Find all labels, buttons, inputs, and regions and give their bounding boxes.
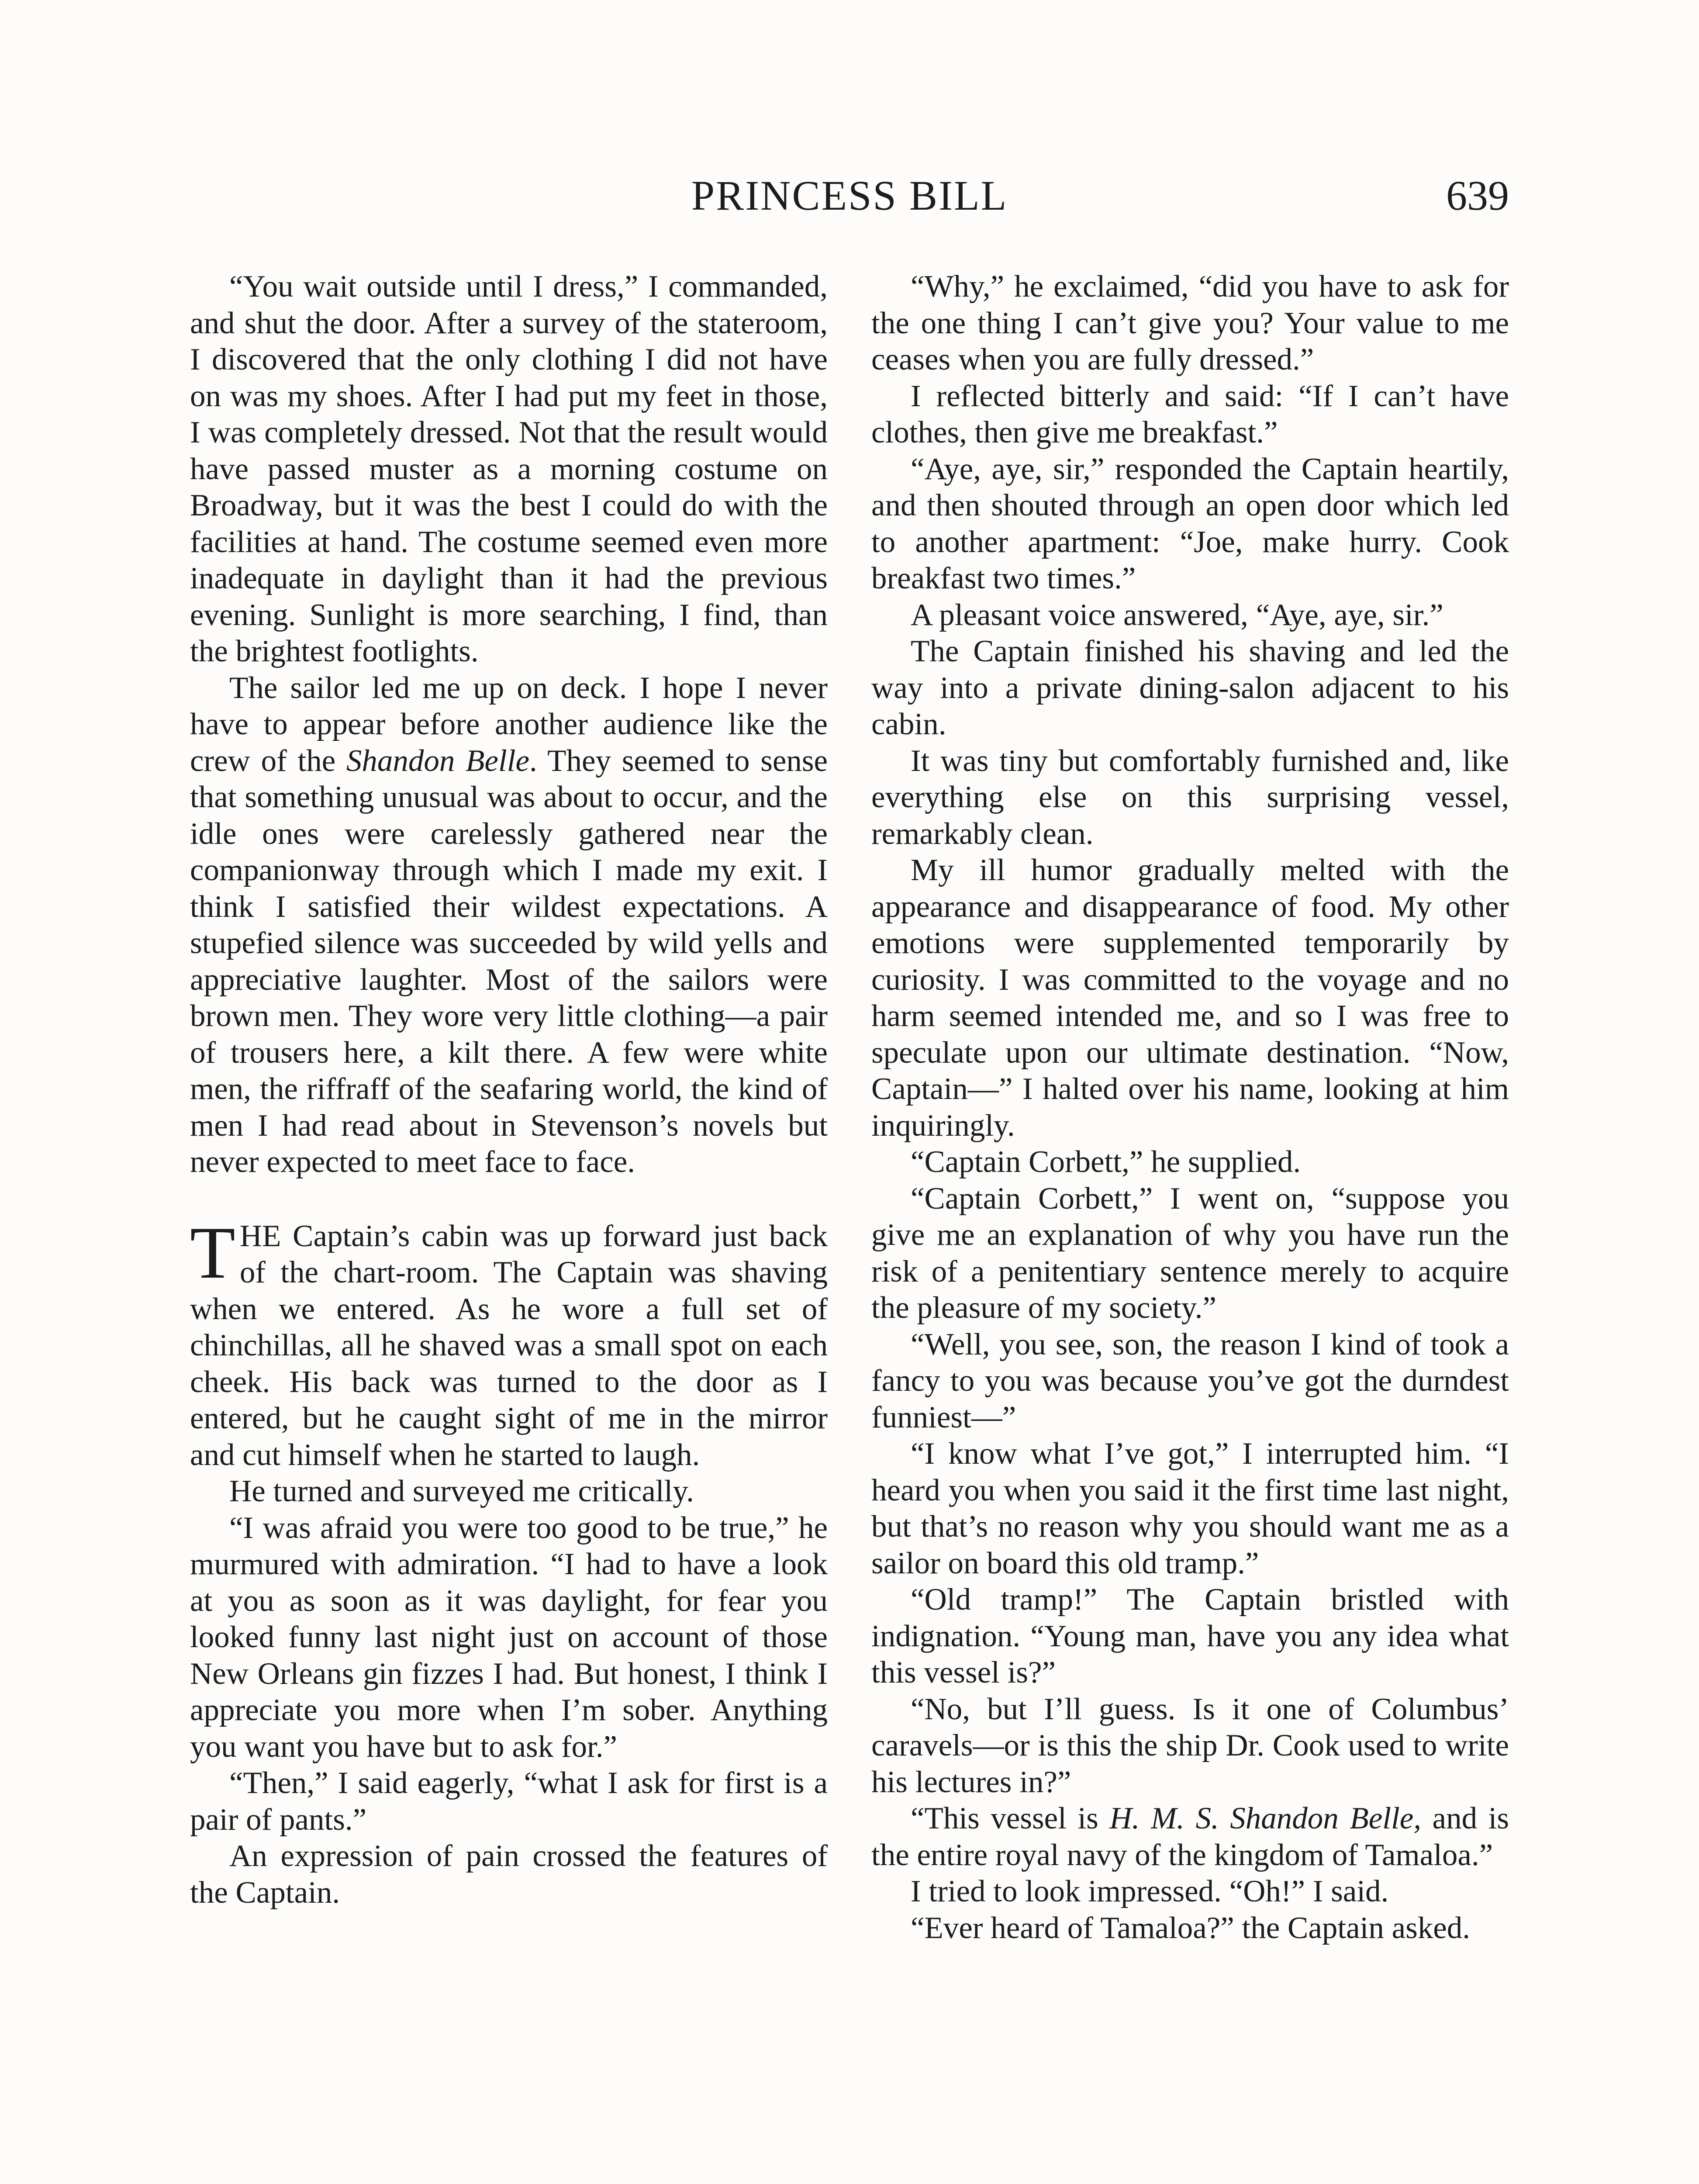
paragraph: He turned and surveyed me critically. [229, 1474, 694, 1508]
paragraph: “No, but I’ll guess. Is it one of Columbus’ caravels—or is this the ship Dr. Cook used to write his lectures in?” [871, 1692, 1509, 1799]
paragraph: “Well, you see, son, the reason I kind of took a fancy to you was because you’ve got the durndest funniest—” [871, 1327, 1509, 1434]
paragraph: “You wait outside until I dress,” I commanded, and shut the door. After a survey of the stateroom, I discovered that the only clothing I did not have on was my shoes. After I had put my feet in those, I was completely dressed. Not that the result would have passed muster as a morning costume on Broadway, but it was the best I could do with the facilities at hand. The costume seemed even more inadequate in daylight than it had the previous evening. Sunlight is more searching, I find, than the brightest footlights. [190, 270, 828, 668]
paragraph: I tried to look impressed. “Oh!” I said. [911, 1874, 1389, 1908]
paragraph: “Why,” he exclaimed, “did you have to ask for the one thing I can’t give you? Your value to me ceases when you are fully dressed.” [871, 270, 1509, 377]
paragraph: “Then,” I said eagerly, “what I ask for first is a pair of pants.” [190, 1766, 828, 1837]
paragraph: “Captain Corbett,” I went on, “suppose you give me an explanation of why you have run the risk of a penitentiary sentence merely to acquire the pleasure of my society.” [871, 1181, 1509, 1325]
page-number: 639 [1446, 172, 1509, 219]
ship-name: Shandon Belle [346, 743, 529, 778]
ship-name: H. M. S. Shandon Belle, [1109, 1801, 1421, 1835]
right-column [871, 269, 1509, 1946]
text-run: The sailor led me up on deck. I hope I never have to appear before another audience like the crew of the [190, 670, 828, 778]
running-title: PRINCESS BILL [691, 172, 1008, 219]
paragraph: “Aye, aye, sir,” responded the Captain heartily, and then shouted through an open door which led to another apartment: “Joe, make hurry. Cook breakfast two times.” [871, 452, 1509, 595]
paragraph: The Captain finished his shaving and led the way into a private dining-salon adjacent to his cabin. [871, 634, 1509, 741]
paragraph: “Ever heard of Tamaloa?” the Captain asked. [911, 1911, 1470, 1945]
paragraph: I reflected bitterly and said: “If I can’t have clothes, then give me breakfast.” [871, 379, 1509, 449]
text-run: . They seemed to sense that something unusual was about to occur, and the idle ones were carelessly gathered near the companionway through which I made my exit. I think I satisfied their wildest expectations. A stupefied silence was succeeded by wild yells and appreciative laughter. Most of the sailors were brown men. They wore very little clothing—a pair of trousers here, a kilt there. A few were white men, the riffraff of the seafaring world, the kind of men I had read about in Stevenson’s novels but never expected to meet face to face. [190, 743, 828, 1179]
paragraph: “Captain Corbett,” he supplied. [911, 1145, 1301, 1179]
paragraph: “I was afraid you were too good to be true,” he murmured with admiration. “I had to have a look at you as soon as it was daylight, for fear you looked funny last night just on account of those New Orleans gin fizzes I had. But honest, I think I appreciate you more when I’m sober. Anything you want you have but to ask for.” [190, 1510, 828, 1764]
section-paragraph [190, 1211, 828, 1474]
paragraph: My ill humor gradually melted with the appearance and disappearance of food. My other emotions were supplemented temporarily by curiosity. I was committed to the voyage and no harm seemed intended me, and so I was free to speculate upon our ultimate destination. “Now, Captain—” I halted over his name, looking at him inquiringly. [871, 853, 1509, 1143]
text-run: and is the entire royal navy of the kingdom of Tamaloa.” [871, 1801, 1509, 1872]
paragraph: It was tiny but comfortably furnished and, like everything else on this surprising vessel, remarkably clean. [871, 743, 1509, 851]
text-run: HE Captain’s cabin was up forward just back of the chart-room. The Captain was shaving when we entered. As he wore a full set of chinchillas, all he shaved was a small spot on each cheek. His back was turned to the door as I entered, but he caught sight of me in the mirror and cut himself when he started to laugh. [190, 1219, 828, 1472]
paragraph [871, 1800, 1509, 1873]
paragraph [190, 670, 828, 1181]
paragraph: “Old tramp!” The Captain bristled with indignation. “Young man, have you any idea what this vessel is?” [871, 1583, 1509, 1690]
left-column [190, 269, 828, 1911]
paragraph: A pleasant voice answered, “Aye, aye, sir.” [911, 598, 1443, 632]
drop-cap: T [190, 1211, 235, 1294]
text-run: “This vessel is [911, 1801, 1110, 1835]
paragraph: “I know what I’ve got,” I interrupted him. “I heard you when you said it the first time last night, but that’s no reason why you should want me as a sailor on board this old tramp.” [871, 1437, 1509, 1580]
paragraph: An expression of pain crossed the features of the Captain. [190, 1839, 828, 1910]
